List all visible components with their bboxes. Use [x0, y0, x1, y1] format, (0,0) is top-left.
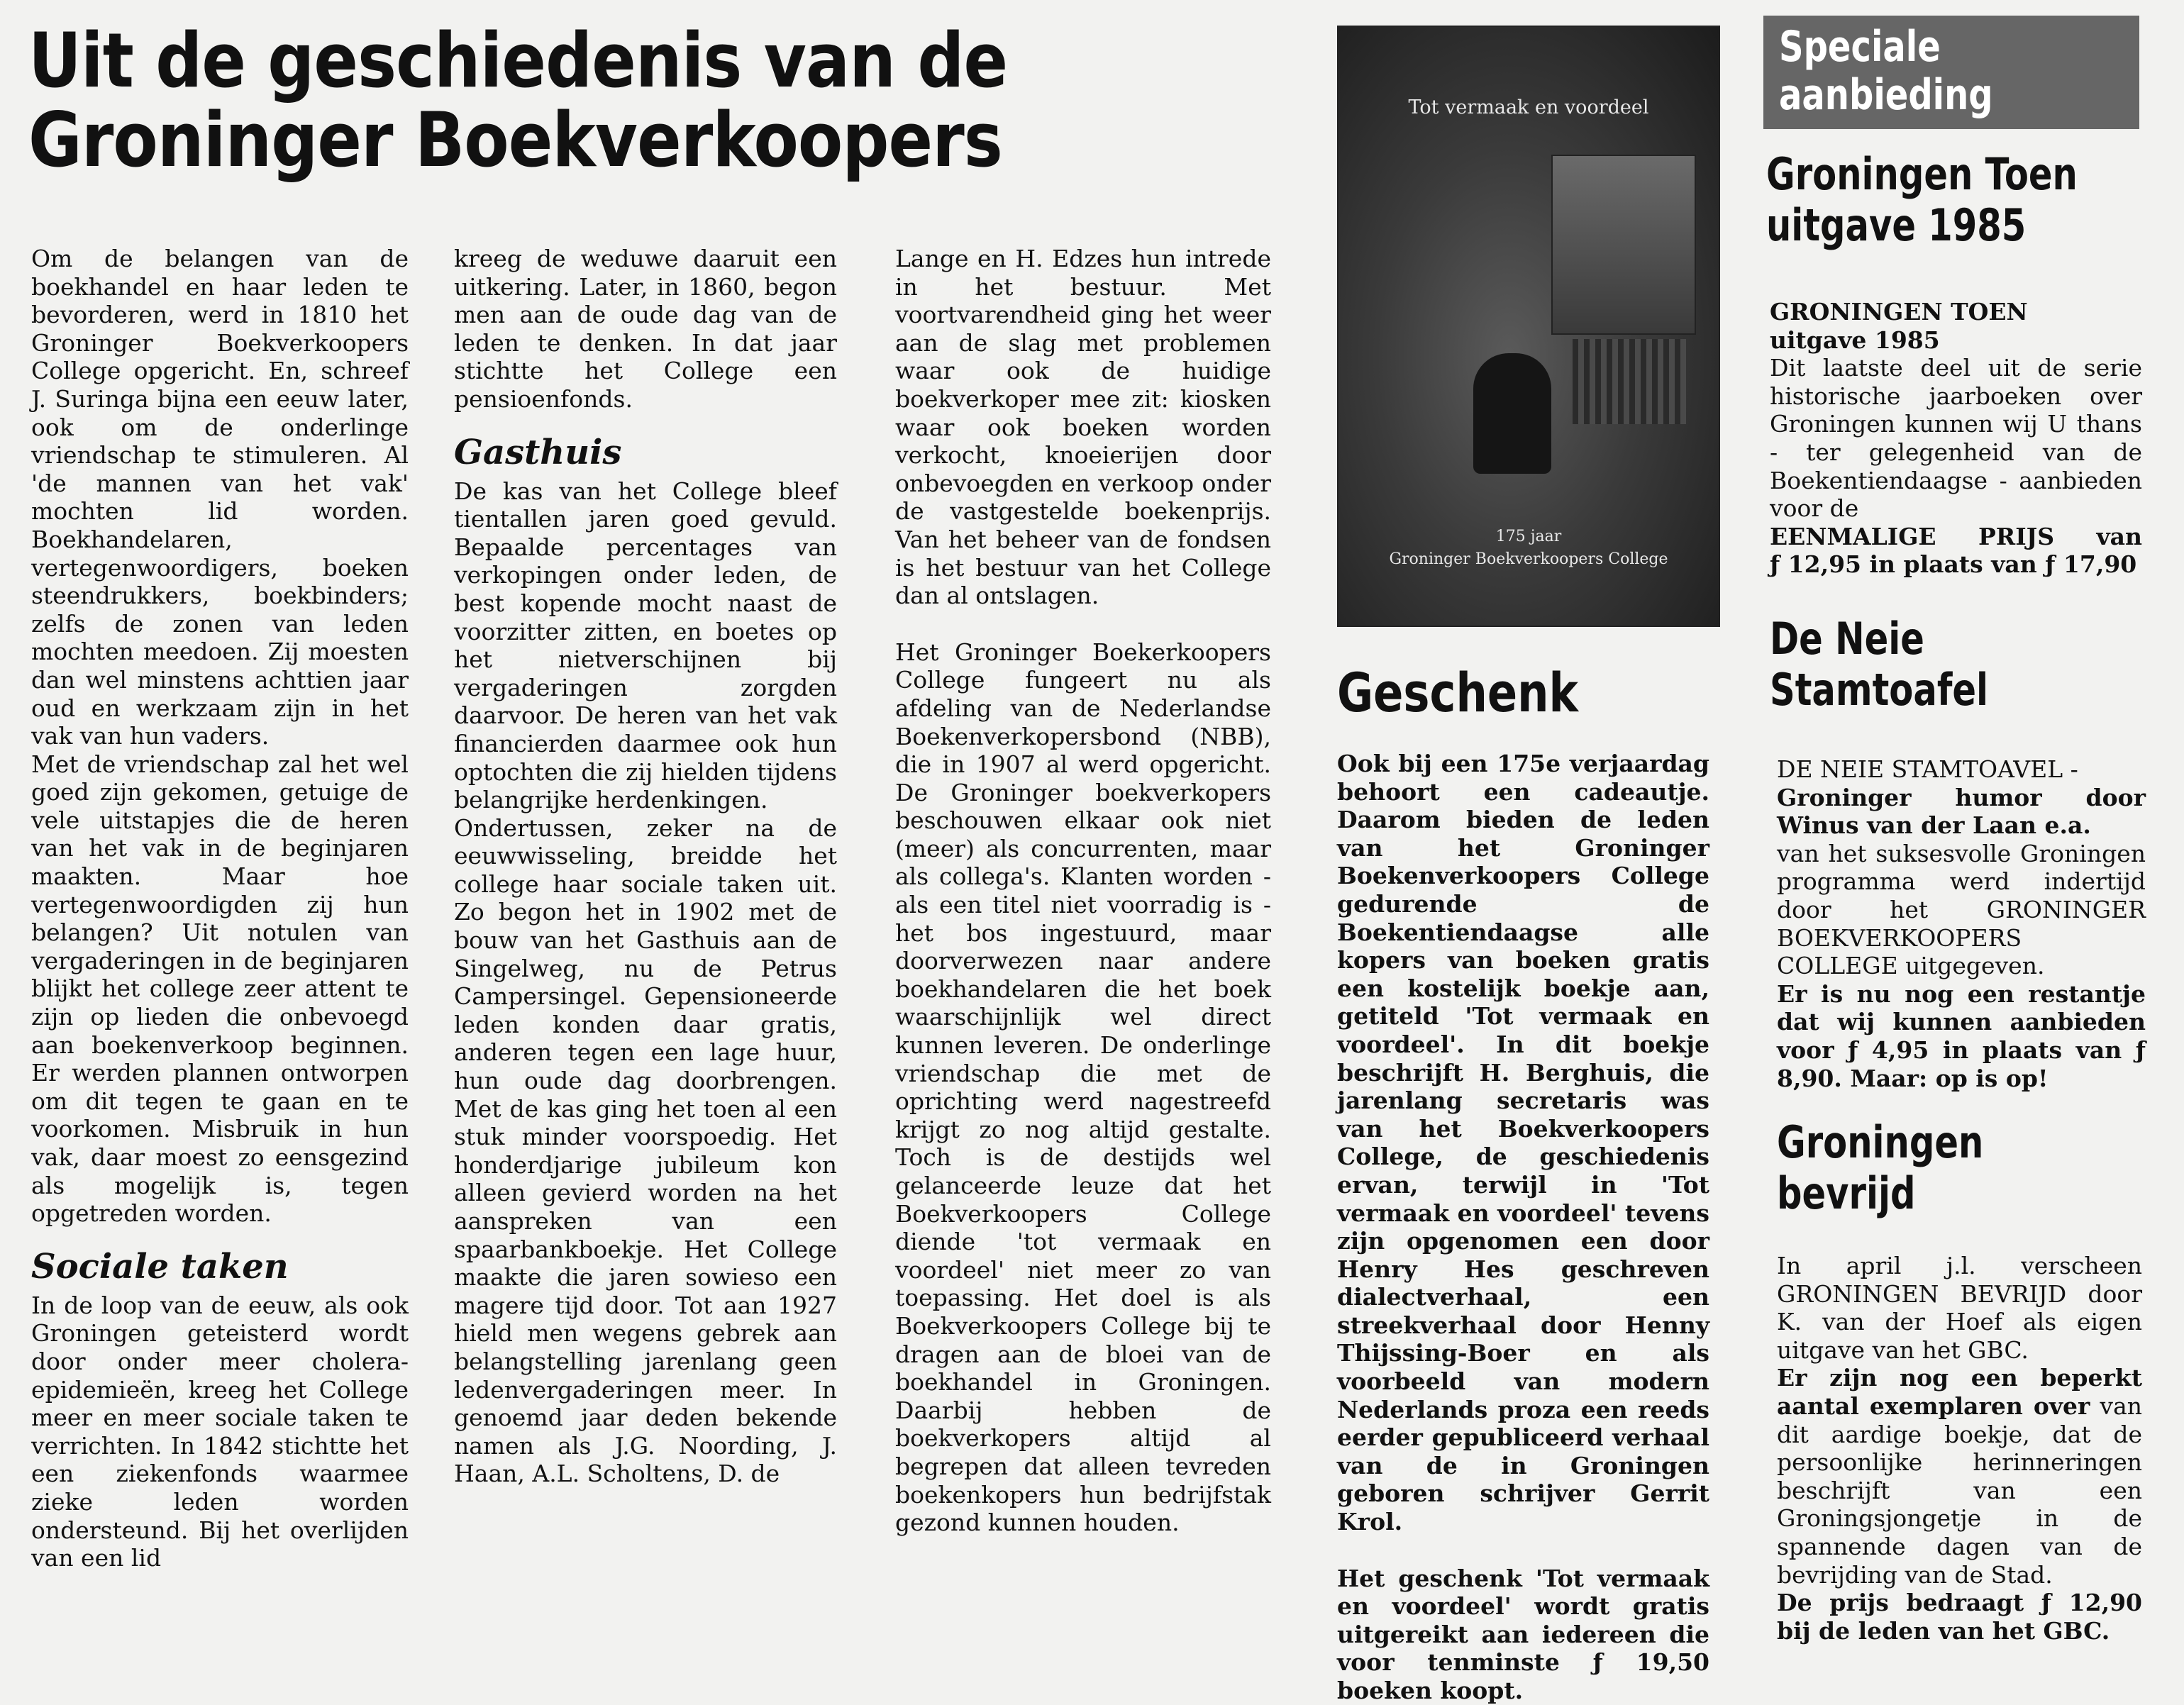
offer-neie-stamtoafel-heading — [1770, 613, 1988, 716]
geschenk-heading: Geschenk — [1337, 661, 1578, 724]
offer-price: Er is nu nog een restantje dat wij kunnen aanbieden voor ƒ 4,95 in plaats van ƒ 8,90. Maar: op is op! — [1777, 979, 2146, 1092]
headline-line-1: Uit de geschiedenis van de — [28, 17, 1008, 104]
offer-heading-line: Groningen Toen — [1766, 148, 2078, 200]
article-paragraph: In de loop van de eeuw, als ook Groningen geteisterd wordt door onder meer cholera-epidemieën, kreeg het College meer en meer sociale taken te verrichten. In 1842 stichtte het een ziekenfonds waarmee zieke leden worden ondersteund. Bij het overlijden van een lid — [31, 1291, 409, 1572]
offer-price: ƒ 12,95 in plaats van ƒ 17,90 — [1770, 550, 2137, 579]
article-paragraph: Om de belangen van de boekhandel en haar leden te bevorderen, werd in 1810 het Groninger Boekverkoopers College opgericht. En, schreef J. Suringa bijna een eeuw later, ook om de onderlinge vriendschap te stimuleren. Al 'de mannen van het vak' mochten lid worden. Boekhandelaren, vertegenwoordigers, boeken steendrukkers, boekbinders; zelfs de zonen van leden mochten meedoen. Zij moesten dan wel minstens achttien jaar oud en werkzaam zijn in het vak van hun vaders. — [31, 245, 409, 750]
offer-title: GRONINGEN TOEN — [1770, 298, 2028, 326]
geschenk-body — [1337, 750, 1709, 1705]
geschenk-closing: Het geschenk 'Tot vermaak en voordeel' wordt gratis uitgereikt aan iedereen die voor tenminste ƒ 19,50 boeken koopt. — [1337, 1564, 1709, 1704]
article-paragraph: Ondertussen, zeker na de eeuwwisseling, breidde het college haar sociale taken uit. Zo begon het in 1902 met de bouw van het Gasthuis aan de Singelweg, nu de Petrus Campersingel. Gepensioneerde leden konden daar gratis, anderen tegen een lage huur, hun oude dag doorbrengen. Met de kas ging het toen al een stuk minder voorspoedig. Het honderdjarige jubileum kon alleen gevierd worden na het aanspreken van een spaarbankboekje. Het College maakte die jaren sowieso een magere tijd door. Tot aan 1927 hield men wegens gebrek aan belangstelling jarenlang geen ledenvergaderingen meer. In genoemd jaar deden bekende namen als J.G. Noording, J. Haan, A.L. Scholtens, D. de — [454, 813, 837, 1488]
offer-heading-line: Stamtoafel — [1770, 664, 1989, 716]
article-paragraph: Lange en H. Edzes hun intrede in het bestuur. Met voortvarendheid ging het weer aan de slag met problemen waar ook de huidige boekverkoper mee zit: kiosken waar ook boeken worden verkocht, knoeierijen door onbevoegden en verkoop onder de vastgestelde boekenprijs. Van het beheer van de fondsen is het bestuur van het College dan al ontslagen. — [895, 245, 1271, 610]
offer-emphasis: Er zijn nog een beperkt aantal exemplaren over — [1777, 1364, 2142, 1420]
offer-groningen-bevrijd-heading — [1777, 1117, 1983, 1219]
offer-groningen-bevrijd-body — [1777, 1252, 2142, 1645]
offer-title: DE NEIE STAMTOAVEL - — [1777, 755, 2078, 783]
offer-neie-stamtoafel-body — [1777, 755, 2146, 1092]
book-cover-photo — [1337, 26, 1720, 627]
headline — [28, 17, 1139, 184]
book-cover-subtitle-2: Groninger Boekverkoopers College — [1389, 550, 1668, 568]
article-column-2 — [454, 245, 837, 1488]
subhead-gasthuis: Gasthuis — [454, 432, 622, 472]
offer-heading-line: bevrijd — [1777, 1167, 1916, 1219]
article-column-1 — [31, 245, 409, 1572]
offer-price: De prijs bedraagt ƒ 12,90 bij de leden van het GBC. — [1777, 1589, 2142, 1645]
article-paragraph: Met de vriendschap zal het wel goed zijn gekomen, getuige de vele uitstapjes die de heren van het vak in de beginjaren maakten. Maar hoe vertegenwoordigden zij hun belangen? Uit notulen van vergaderingen in de beginjaren blijkt het college zeer attent te zijn op lieden die onbevoegd aan boekenverkoop beginnen. Er werden plannen ontworpen om dit tegen te gaan en te voorkomen. Misbruik in hun vak, daar moest zo eensgezind als mogelijk is, tegen opgetreden worden. — [31, 750, 409, 1228]
subhead-sociale-taken: Sociale taken — [31, 1246, 289, 1287]
headline-line-2: Groninger Boekverkoopers — [28, 96, 1002, 184]
article-paragraph: Het Groninger Boekerkoopers College fungeert nu als afdeling van de Nederlandse Boekenverkopersbond (NBB), die in 1907 al werd opgericht. De Groninger boekverkopers beschouwen elkaar ook niet (meer) als concurrenten, maar als collega's. Klanten worden - als een titel niet voorradig is - het bos ingestuurd, maar doorverwezen naar andere boekhandelaren die het boek waarschijnlijk wel direct kunnen leveren. De onderlinge vriendschap die met de oprichting werd nagestreefd krijgt zo nog altijd gestalte. Toch is de destijds wel gelanceerde leuze dat het Boekverkoopers College diende 'tot vermaak en voordeel' niet meer zo van toepassing. Het doel is als Boekverkoopers College bij te dragen aan de bloei van de boekhandel in Groningen. Daarbij hebben de boekverkopers altijd al begrepen dat alleen tevreden boekenkopers hun bedrijfstak gezond kunnen houden. — [895, 638, 1271, 1537]
offer-groningen-toen-body — [1770, 298, 2142, 579]
badge-line-2: aanbieding — [1779, 70, 1993, 120]
article-paragraph: kreeg de weduwe daaruit een uitkering. Later, in 1860, begon men aan de oude dag van de leden te denken. In dat jaar stichtte het College een pensioenfonds. — [454, 245, 837, 413]
offer-heading-line: Groningen — [1777, 1116, 1984, 1168]
book-cover-title: Tot vermaak en voordeel — [1408, 96, 1649, 118]
speciale-aanbieding-badge — [1763, 16, 2139, 129]
book-cover-subtitle-1: 175 jaar — [1495, 528, 1562, 545]
offer-text: In april j.l. verscheen GRONINGEN BEVRIJD door K. van der Hoef als eigen uitgave van het GBC. — [1777, 1252, 2142, 1364]
offer-price-label: EENMALIGE PRIJS van — [1770, 522, 2142, 550]
cover-bookshelf-illustration — [1573, 339, 1686, 424]
offer-subtitle: Groninger humor door Winus van der Laan e.a. — [1777, 783, 2146, 840]
offer-text: Dit laatste deel uit de serie historische jaarboeken over Groningen kunnen wij U thans - ter gelegenheid van de Boekentiendaagse - aanbieden voor de — [1770, 354, 2142, 523]
badge-line-1: Speciale — [1779, 22, 1941, 72]
offer-heading-line: De Neie — [1770, 613, 1924, 665]
article-paragraph: De kas van het College bleef tientallen jaren goed gevuld. Bepaalde percentages van verkopingen onder leden, de best kopende mocht naast de voorzitter zitten, en boetes op het nietverschijnen bij vergaderingen zorgden daarvoor. De heren van het vak financierden daarmee ook hun optochten die zij hielden tijdens belangrijke herdenkingen. — [454, 477, 837, 814]
offer-text-2 — [1777, 1364, 2142, 1589]
cover-reader-figure — [1473, 353, 1551, 474]
article-column-3 — [895, 245, 1271, 1537]
geschenk-text: Ook bij een 175e verjaardag behoort een cadeautje. Daarom bieden de leden van het Groninger Boekenverkoopers College gedurende de Boekentiendaagse alle kopers van boeken gratis een kostelijk boekje aan, getiteld 'Tot vermaak en voordeel'. In dit boekje beschrijft H. Berghuis, die jarenlang secretaris was van het Boekverkoopers College, de geschiedenis ervan, terwijl in 'Tot vermaak en voordeel' tevens zijn opgenomen een door Henry Hes geschreven dialectverhaal, een streekverhaal door Henny Thijssing-Boer en als voorbeeld van modern Nederlands proza een reeds eerder gepubliceerd verhaal van de in Groningen geboren schrijver Gerrit Krol. — [1337, 750, 1709, 1536]
cover-window-illustration — [1551, 155, 1696, 335]
offer-groningen-toen-heading — [1766, 149, 2078, 251]
offer-text-continued: van dit aardige boekje, dat de persoonlijke herinneringen beschrijft van een Groningsjongetje in de spannende dagen van de bevrijding van de Stad. — [1777, 1392, 2142, 1589]
offer-heading-line: uitgave 1985 — [1766, 199, 2027, 251]
offer-text: van het suksesvolle Groningen programma werd indertijd door het GRONINGER BOEKVERKOOPERS COLLEGE uitgegeven. — [1777, 839, 2146, 980]
offer-subtitle: uitgave 1985 — [1770, 326, 1940, 354]
